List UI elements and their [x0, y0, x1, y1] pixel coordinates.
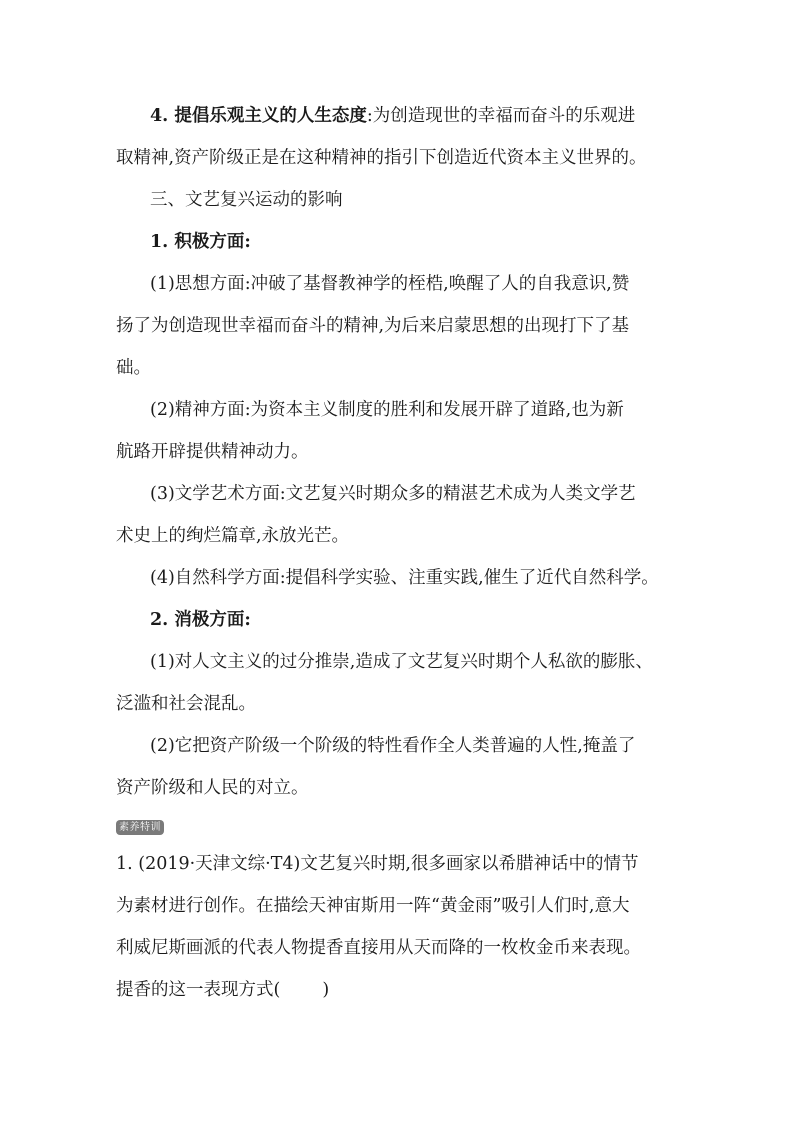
negative-item-1-line-2: 泛滥和社会混乱。 — [116, 694, 256, 714]
positive-item-3-line-2: 术史上的绚烂篇章,永放光芒。 — [116, 526, 350, 546]
paragraph-4-heading: 4. 提倡乐观主义的人生态度 — [150, 106, 367, 126]
question-line-3: 利威尼斯画派的代表人物提香直接用从天而降的一枚枚金币来表现。 — [116, 938, 641, 958]
paragraph-4-line-1 — [150, 104, 635, 128]
paragraph-4-line-2: 取精神,资产阶级正是在这种精神的指引下创造近代资本主义世界的。 — [116, 148, 647, 168]
positive-item-1-line-3: 础。 — [116, 358, 151, 378]
negative-item-2-line-1: (2)它把资产阶级一个阶级的特性看作全人类普遍的人性,掩盖了 — [150, 736, 636, 756]
section-tag-badge: 素养特训 — [116, 820, 164, 835]
paragraph-4-text: :为创造现世的幸福而奋斗的乐观进 — [366, 106, 636, 126]
positive-item-4-line-1: (4)自然科学方面:提倡科学实验、注重实践,催生了近代自然科学。 — [150, 568, 659, 588]
negative-heading: 2. 消极方面: — [150, 610, 251, 630]
section-3-heading: 三、文艺复兴运动的影响 — [150, 190, 343, 210]
positive-item-2-line-1: (2)精神方面:为资本主义制度的胜利和发展开辟了道路,也为新 — [150, 400, 624, 420]
positive-item-2-line-2: 航路开辟提供精神动力。 — [116, 442, 309, 462]
negative-item-2-line-2: 资产阶级和人民的对立。 — [116, 778, 309, 798]
question-line-2: 为素材进行创作。在描绘天神宙斯用一阵“黄金雨”吸引人们时,意大 — [116, 896, 630, 916]
question-line-1: 1. (2019·天津文综·T4)文艺复兴时期,很多画家以希腊神话中的情节 — [116, 854, 639, 874]
positive-item-3-line-1: (3)文学艺术方面:文艺复兴时期众多的精湛艺术成为人类文学艺 — [150, 484, 636, 504]
positive-item-1-line-2: 扬了为创造现世幸福而奋斗的精神,为后来启蒙思想的出现打下了基 — [116, 316, 630, 336]
negative-item-1-line-1: (1)对人文主义的过分推崇,造成了文艺复兴时期个人私欲的膨胀、 — [150, 652, 653, 672]
positive-heading: 1. 积极方面: — [150, 232, 251, 252]
question-stem-end: 提香的这一表现方式( — [116, 980, 281, 1000]
positive-item-1-line-1: (1)思想方面:冲破了基督教神学的桎梏,唤醒了人的自我意识,赞 — [150, 274, 630, 294]
question-line-4 — [116, 978, 329, 1002]
answer-close-paren: ) — [322, 980, 330, 1000]
